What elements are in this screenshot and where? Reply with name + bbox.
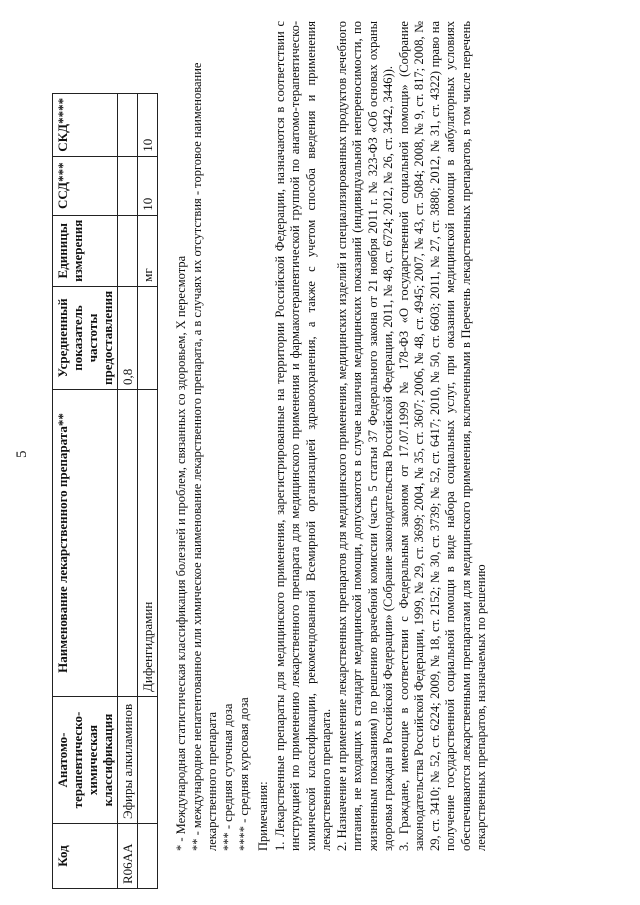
cell-unit: мг — [138, 215, 158, 286]
cell-atc: Эфиры алкиламинов — [118, 697, 138, 824]
cell-skd: 10 — [138, 93, 158, 156]
notes-section — [256, 21, 490, 851]
footnote-skd: **** - средняя курсовая доза — [237, 697, 251, 851]
cell-skd — [118, 93, 138, 156]
drug-table — [52, 93, 158, 889]
cell-average-frequency — [138, 286, 158, 389]
header-drug-name: Наименование лекарственного препарата** — [53, 390, 118, 697]
header-code: Код — [53, 824, 118, 889]
cell-average-frequency: 0,8 — [118, 286, 138, 389]
footnote-inn: ** - международное непатентованное или химическое наименование лекарственного препарата, а в случаях их отсутствия - торговое наименование лекарственного препарата — [190, 62, 219, 851]
header-average-frequency: Усредненный показатель частоты предоставления — [53, 286, 118, 389]
page-number: 5 — [14, 450, 30, 458]
note-item-2: 2. Назначение и применение лекарственных препаратов для медицинского применения, медицинских изделий и специализированных продуктов лечебного питания, не входящих в стандарт медицинской помощи, допускаются в случае наличия медицинских показаний (индивидуальной непереносимости, по жизненным показаниям) по решению врачебной комиссии (часть 5 статьи 37 Федерального закона от 21 ноября 2011 г. № 323-ФЗ «Об основах охраны здоровья граждан в Российской Федерации» (Собрание законодательства Российской Федерации, 2011, № 48, ст. 6724; 2012, № 26, ст. 3442, 3446)). — [334, 21, 395, 851]
table-row — [138, 93, 158, 888]
header-sdd: ССД*** — [53, 156, 118, 215]
cell-code: R06AA — [118, 824, 138, 889]
cell-code — [138, 824, 158, 889]
table-header-row — [53, 93, 118, 888]
note-item-1: 1. Лекарственные препараты для медицинского применения, зарегистрированные на территории Российской Федерации, назначаются в соответствии с инструкцией по применению лекарственного препарата для медицинского применения и фармакотерапевтической группой по анатомо-терапевтическо-химической классификации, рекомендованной Всемирной организацией здравоохранения, а также с учетом способа введения и применения лекарственного препарата. — [272, 21, 333, 851]
cell-unit — [118, 215, 138, 286]
header-unit: Единицы измерения — [53, 215, 118, 286]
footnote-sdd: *** - средняя суточная доза — [221, 703, 235, 851]
cell-drug-name: Дифенгидрамин — [138, 390, 158, 697]
note-item-3: 3. Граждане, имеющие в соответствии с Федеральным законом от 17.07.1999 № 178-ФЗ «О государственной социальной помощи» (Собрание законодательства Российской Федерации, 1999, № 29, ст. 3699; 2004, № 35, ст. 3607; 2006, № 48, ст. 4945; 2007, № 43, ст. 5084; 2008, № 9, ст. 817; 2008, № 29, ст. 3410; № 52, ст. 6224; 2009, № 18, ст. 2152; № 30, ст. 3739; № 52, ст. 6417; 2010, № 50, ст. 6603; 2011, № 27, ст. 3880; 2012, № 31, ст. 4322) право на получение государственной социальной помощи в виде набора социальных услуг, при оказании медицинской помощи в амбулаторных условиях обеспечиваются лекарственными препаратами для медицинского применения, включенными в Перечень лекарственных препаратов, в том числе перечень лекарственных препаратов, назначаемых по решению — [396, 21, 488, 851]
header-skd: СКД**** — [53, 93, 118, 156]
notes-title: Примечания: — [256, 781, 270, 851]
footnote-icd: * - Международная статистическая классификация болезней и проблем, связанных со здоровьем, X пересмотра — [174, 255, 188, 851]
cell-sdd — [118, 156, 138, 215]
footnotes — [174, 21, 253, 851]
header-atc: Анатомо-терапевтическо-химическая классификация — [53, 697, 118, 824]
cell-drug-name — [118, 390, 138, 697]
cell-atc — [138, 697, 158, 824]
table-row — [118, 93, 138, 888]
cell-sdd: 10 — [138, 156, 158, 215]
